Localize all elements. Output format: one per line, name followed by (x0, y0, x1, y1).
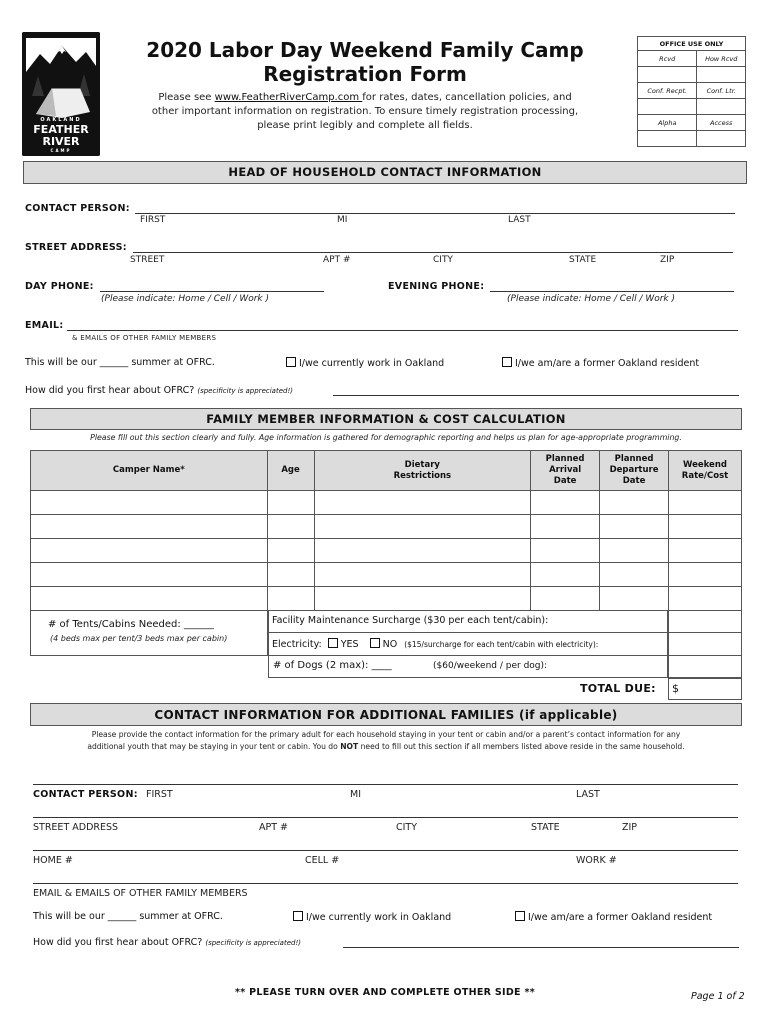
table-cell[interactable] (600, 491, 669, 515)
add-summer-field[interactable]: This will be our ______ summer at OFRC. (33, 911, 223, 922)
add-first-label: FIRST (146, 789, 173, 800)
intro-text (135, 91, 595, 133)
email-label: EMAIL: (25, 320, 64, 331)
page-number: Page 1 of 2 (691, 991, 745, 1002)
table-cell[interactable] (267, 515, 314, 539)
summer-count-field[interactable]: This will be our ______ summer at OFRC. (25, 357, 215, 368)
additional-note-not: NOT (340, 742, 359, 751)
table-cell[interactable] (669, 515, 742, 539)
table-cell[interactable] (267, 539, 314, 563)
checkbox-icon[interactable] (286, 357, 296, 367)
table-cell[interactable] (31, 491, 268, 515)
electricity-hint: ($15/surcharge for each tent/cabin with electricity): (404, 640, 599, 649)
hear-pre: How did you first hear about OFRC? (25, 385, 198, 396)
dogs-hint: ($60/weekend / per dog): (433, 661, 548, 671)
total-due-label: TOTAL DUE: (580, 682, 656, 695)
logo-text-top: OAKLAND (40, 117, 82, 123)
table-row (31, 539, 742, 563)
add-last-label: LAST (576, 789, 600, 800)
col-departure-2: Departure (609, 465, 659, 475)
email-field[interactable] (67, 330, 738, 331)
add-phone-line[interactable] (33, 850, 738, 851)
office-rcvd: Rcvd (638, 51, 697, 67)
table-cell[interactable] (31, 515, 268, 539)
table-row (31, 563, 742, 587)
col-rate-1: Weekend (683, 459, 727, 470)
dogs-field[interactable]: # of Dogs (2 max): ____ (273, 660, 392, 671)
col-age: Age (267, 451, 314, 491)
add-street-line[interactable] (33, 817, 738, 818)
table-cell[interactable] (600, 563, 669, 587)
intro-line-2: other important information on registration. To ensure timely registration processing, (151, 106, 579, 117)
office-blank[interactable] (697, 131, 746, 147)
office-blank[interactable] (638, 99, 697, 115)
cost-col-box (668, 610, 742, 678)
col-departure (600, 451, 669, 491)
surcharge-label: Facility Maintenance Surcharge ($30 per each tent/cabin): (272, 615, 549, 626)
table-cell[interactable] (31, 539, 268, 563)
checkbox-icon[interactable] (515, 911, 525, 921)
additional-note-1: Please provide the contact information for the primary adult for each household staying in your tent or cabin and/or a parent’s contact information for any (91, 730, 681, 739)
office-how-rcvd: How Rcvd (697, 51, 746, 67)
col-camper-name: Camper Name* (31, 451, 268, 491)
add-hear-about-label (33, 937, 301, 948)
row-divider (268, 632, 742, 633)
office-conf-ltr: Conf. Ltr. (697, 83, 746, 99)
email-sub-label: & EMAILS OF OTHER FAMILY MEMBERS (72, 334, 217, 342)
evening-phone-hint: (Please indicate: Home / Cell / Work ) (507, 294, 676, 304)
office-conf-recpt: Conf. Recpt. (638, 83, 697, 99)
evening-phone-field[interactable] (490, 291, 734, 292)
add-city-label: CITY (396, 822, 418, 833)
add-hear-pre: How did you first hear about OFRC? (33, 937, 206, 948)
tents-hint: (4 beds max per tent/3 beds max per cabin) (50, 634, 228, 643)
dollar-sign: $ (672, 682, 679, 695)
add-email-line[interactable] (33, 883, 738, 884)
add-work-oakland-checkbox[interactable] (293, 911, 451, 923)
work-oakland-checkbox[interactable] (286, 357, 444, 369)
electricity-row (272, 638, 598, 650)
logo-text-river: RIVER (42, 135, 80, 148)
col-arrival-1: Planned (545, 454, 585, 464)
add-mi-label: MI (350, 789, 361, 800)
street-label: STREET (130, 255, 165, 265)
total-due-field[interactable] (668, 678, 742, 700)
add-contact-person-label: CONTACT PERSON: (33, 789, 138, 800)
table-cell[interactable] (531, 491, 600, 515)
add-zip-label: ZIP (622, 822, 638, 833)
table-cell[interactable] (531, 515, 600, 539)
table-cell[interactable] (31, 563, 268, 587)
table-cell[interactable] (314, 587, 531, 611)
table-cell[interactable] (267, 491, 314, 515)
col-rate-2: Rate/Cost (681, 470, 729, 481)
add-apt-label: APT # (259, 822, 289, 833)
contact-person-line[interactable] (33, 784, 738, 785)
table-cell[interactable] (314, 491, 531, 515)
street-address-label: STREET ADDRESS: (25, 242, 127, 253)
day-phone-field[interactable] (100, 291, 324, 292)
evening-phone-label: EVENING PHONE: (388, 281, 485, 292)
office-use-table (637, 36, 746, 147)
title-line-2: Registration Form (263, 62, 467, 86)
hear-about-field[interactable] (333, 395, 739, 396)
family-member-table (30, 450, 742, 611)
hear-hint: (specificity is appreciated!) (197, 387, 293, 395)
logo-text-feather: FEATHER (33, 123, 89, 136)
electricity-label: Electricity: (272, 639, 322, 650)
add-state-label: STATE (531, 822, 560, 833)
city-label: CITY (433, 255, 453, 265)
add-cell-label: CELL # (305, 855, 340, 866)
table-cell[interactable] (669, 539, 742, 563)
office-blank[interactable] (638, 131, 697, 147)
mi-label: MI (337, 215, 348, 225)
office-use-title: OFFICE USE ONLY (638, 37, 746, 51)
col-dietary-1: Dietary (404, 459, 440, 470)
col-dietary (314, 451, 531, 491)
table-cell[interactable] (314, 539, 531, 563)
family-note: Please fill out this section clearly and fully. Age information is gathered for demographic reporting and helps us plan for age-appropriate programming. (90, 433, 682, 442)
table-cell[interactable] (600, 587, 669, 611)
intro-line-3: please print legibly and complete all fields. (257, 120, 473, 131)
website-link[interactable]: www.FeatherRiverCamp.com (214, 92, 363, 103)
office-blank[interactable] (697, 99, 746, 115)
table-row (31, 491, 742, 515)
state-label: STATE (569, 255, 597, 265)
table-cell[interactable] (669, 587, 742, 611)
additional-note-2b: need to fill out this section if all members listed above reside in the same household. (358, 742, 685, 751)
office-access: Access (697, 115, 746, 131)
contact-person-label: CONTACT PERSON: (25, 203, 130, 214)
day-phone-label: DAY PHONE: (25, 281, 94, 292)
no-label: NO (382, 639, 398, 650)
form-title (120, 38, 610, 86)
checkbox-icon[interactable] (502, 357, 512, 367)
checkbox-icon[interactable] (293, 911, 303, 921)
family-member-header: FAMILY MEMBER INFORMATION & COST CALCULATION (30, 408, 742, 430)
office-blank[interactable] (697, 67, 746, 83)
col-arrival-3: Date (553, 476, 577, 486)
tents-needed-field[interactable]: # of Tents/Cabins Needed: ______ (48, 619, 214, 630)
add-work-label: WORK # (576, 855, 617, 866)
zip-label: ZIP (660, 255, 675, 265)
former-resident-label: I/we am/are a former Oakland resident (515, 358, 700, 369)
office-alpha: Alpha (638, 115, 697, 131)
first-label: FIRST (140, 215, 166, 225)
table-cell[interactable] (531, 587, 600, 611)
col-arrival (531, 451, 600, 491)
tents-box (30, 610, 268, 656)
head-of-household-header: HEAD OF HOUSEHOLD CONTACT INFORMATION (23, 161, 747, 184)
table-cell[interactable] (314, 563, 531, 587)
work-oakland-label: I/we currently work in Oakland (299, 358, 445, 369)
feather-river-camp-logo (22, 32, 100, 156)
contact-person-field[interactable] (135, 213, 735, 214)
yes-label: YES (340, 639, 359, 650)
intro-post: for rates, dates, cancellation policies, and (362, 92, 572, 103)
add-street-label: STREET ADDRESS (33, 822, 119, 833)
col-departure-3: Date (622, 476, 646, 486)
add-former-resident-label: I/we am/are a former Oakland resident (528, 912, 713, 923)
row-divider (268, 655, 742, 656)
additional-families-header: CONTACT INFORMATION FOR ADDITIONAL FAMILIES (if applicable) (30, 703, 742, 726)
additional-note-2a: additional youth that may be staying in your tent or cabin. You do (87, 742, 341, 751)
turn-over-notice: ** PLEASE TURN OVER AND COMPLETE OTHER SIDE ** (235, 987, 535, 998)
table-cell[interactable] (531, 539, 600, 563)
electricity-yes-checkbox[interactable] (328, 638, 338, 648)
former-resident-checkbox[interactable] (502, 357, 699, 369)
electricity-no-checkbox[interactable] (370, 638, 380, 648)
street-address-field[interactable] (133, 252, 733, 253)
hear-about-label (25, 385, 293, 396)
add-work-oakland-label: I/we currently work in Oakland (306, 912, 452, 923)
day-phone-hint: (Please indicate: Home / Cell / Work ) (101, 294, 270, 304)
table-cell[interactable] (669, 563, 742, 587)
title-line-1: 2020 Labor Day Weekend Family Camp (146, 38, 584, 62)
last-label: LAST (508, 215, 531, 225)
add-former-resident-checkbox[interactable] (515, 911, 712, 923)
table-row (31, 587, 742, 611)
add-hear-hint: (specificity is appreciated!) (205, 939, 301, 947)
additional-note (30, 729, 742, 753)
table-cell[interactable] (669, 491, 742, 515)
table-cell[interactable] (267, 563, 314, 587)
col-departure-1: Planned (614, 454, 654, 464)
add-home-label: HOME # (33, 855, 73, 866)
table-cell[interactable] (267, 587, 314, 611)
office-blank[interactable] (638, 67, 697, 83)
table-cell[interactable] (600, 539, 669, 563)
add-emails-label: EMAIL & EMAILS OF OTHER FAMILY MEMBERS (33, 888, 248, 899)
table-row (31, 515, 742, 539)
logo-text-bottom: CAMP (50, 148, 72, 153)
add-hear-about-field[interactable] (343, 947, 739, 948)
apt-label: APT # (323, 255, 351, 265)
col-dietary-2: Restrictions (393, 470, 452, 481)
col-arrival-2: Arrival (549, 465, 582, 475)
table-cell[interactable] (600, 515, 669, 539)
table-cell[interactable] (531, 563, 600, 587)
table-cell[interactable] (31, 587, 268, 611)
table-cell[interactable] (314, 515, 531, 539)
intro-pre: Please see (158, 92, 215, 103)
col-rate (669, 451, 742, 491)
